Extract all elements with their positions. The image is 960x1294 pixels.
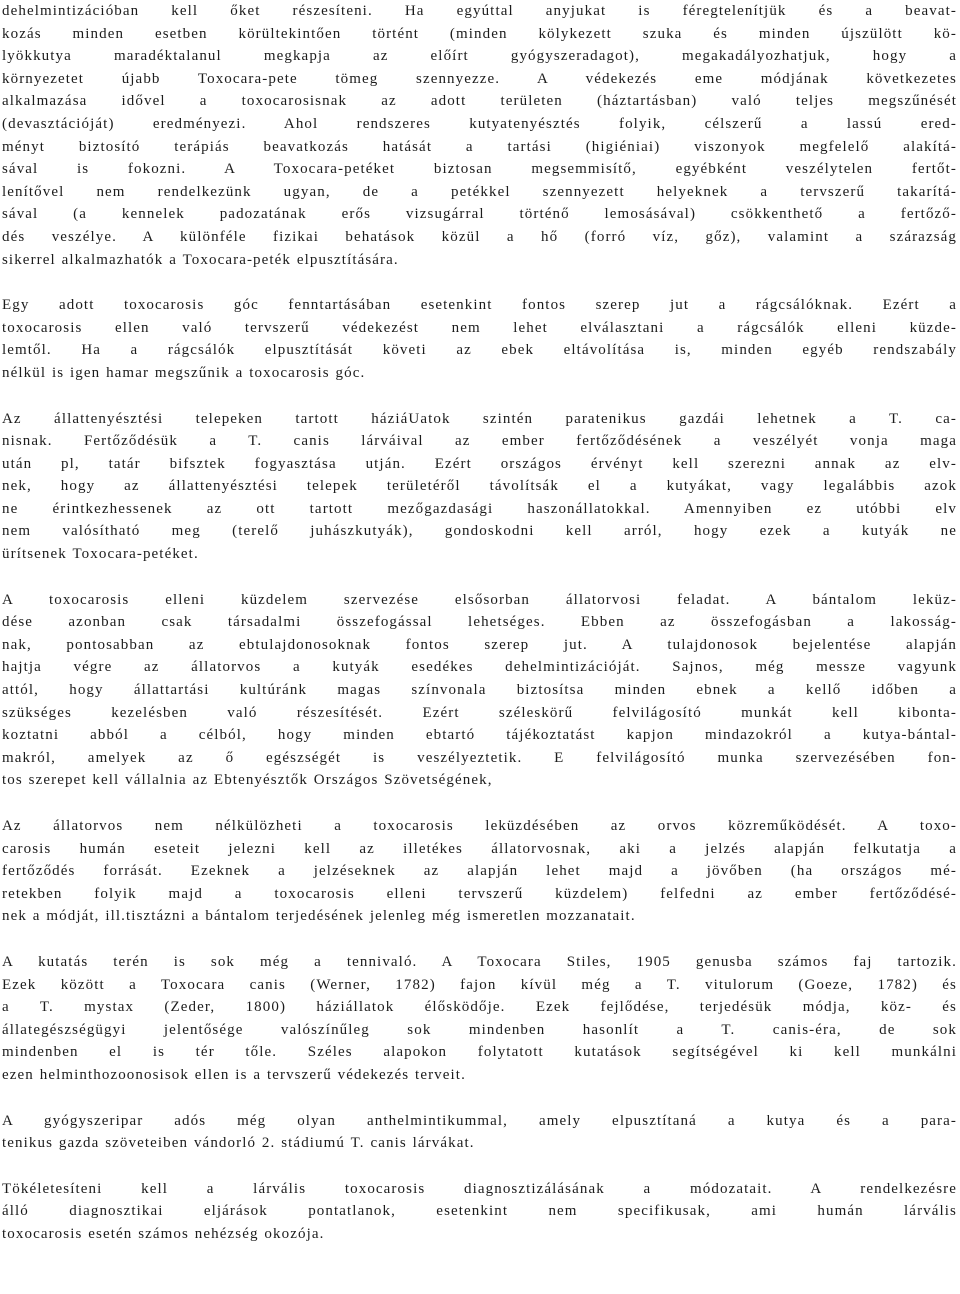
text-line: Egy adott toxocarosis góc fenntartásában esetenkint fontos szerep jut a rágcsálóknak. Ezért a [2, 297, 957, 314]
text-line: ezen helminthozoonosisok ellen is a tervszerű védekezés terveit. [2, 1066, 466, 1083]
text-line: nisnak. Fertőződésük a T. canis lárváival az ember fertőződésének a veszélyét vonja maga [2, 433, 957, 450]
text-line: carosis humán eseteit jelezni kell az illetékes állatorvosnak, aki a jelzés alapján felkutatja a [2, 840, 957, 857]
text-line: ményt biztosító terápiás beavatkozás hatását a tartási (higiéniai) viszonyok megfelelő alakítá- [2, 138, 957, 155]
paragraph-6 [2, 951, 957, 1087]
text-line: toxocarosis ellen való tervszerű védekezést nem lehet elválasztani a rágcsálók elleni küzde- [2, 319, 957, 336]
text-line: álló diagnosztikai eljárások pontatlanok, esetenkint nem specifikusak, ami humán lárvális [2, 1203, 957, 1220]
text-line: mindenben el is tér tőle. Széles alapokon folytatott kutatások segítségével ki kell munkálni [2, 1044, 957, 1061]
text-line: kozás minden esetben körültekintően történt (minden kölykezett szuka és minden újszülött kö- [2, 25, 957, 42]
text-line: nélkül is igen hamar megszűnik a toxocarosis góc. [2, 364, 366, 381]
text-line: ürítsenek Toxocara-petéket. [2, 546, 199, 563]
document-body [2, 0, 957, 1246]
text-line: koztatni abból a célból, hogy minden ebtartó tájékoztatást kapjon mindazokról a kutya-bántal- [2, 727, 957, 744]
paragraph-spacer [2, 566, 957, 589]
text-line: nak, pontosabban az ebtulajdonosoknak fontos szerep jut. A tulajdonosok bejelentése alapján [2, 636, 957, 653]
paragraph-1 [2, 0, 957, 271]
paragraph-5 [2, 815, 957, 928]
text-line: dése azonban csak társadalmi összefogással lehetséges. Ebben az összefogásban a lakosság- [2, 614, 957, 631]
text-line: A toxocarosis elleni küzdelem szervezése elsősorban állatorvosi feladat. A bántalom leküz- [2, 591, 957, 608]
text-line: nek, hogy az állattenyésztési telepek területéről távolítsák el a kutyákat, vagy legalábbis azok [2, 478, 957, 495]
text-line: állategészségügyi jelentősége valószínűleg sok mindenben hasonlít a T. canis-éra, de sok [2, 1021, 957, 1038]
text-line: után pl, tatár bifsztek fogyasztása utján. Ezért országos érvényt kell szerezni annak az elv- [2, 455, 957, 472]
paragraph-spacer [2, 1155, 957, 1178]
text-line: nek a módját, ill.tisztázni a bántalom terjedésének jelenleg még ismeretlen mozzanatait. [2, 908, 636, 925]
text-line: Az állattenyésztési telepeken tartott háziáUatok szintén paratenikus gazdái lehetnek a T. ca- [2, 410, 957, 427]
text-line: dés veszélye. A különféle fizikai behatások közül a hő (forró víz, gőz), valamint a szárazság [2, 228, 957, 245]
text-line: A kutatás terén is sok még a tennivaló. A Toxocara Stiles, 1905 genusba számos faj tartozik. [2, 953, 957, 970]
text-line: sával (a kennelek padozatának erős vizsugárral történő lemosásával) csökkenthető a fertőző- [2, 206, 957, 223]
text-line: tos szerepet kell vállalnia az Ebtenyésztők Országos Szövetségének, [2, 772, 493, 789]
paragraph-spacer [2, 271, 957, 294]
paragraph-2 [2, 294, 957, 384]
text-line: attól, hogy állattartási kultúránk magas színvonala biztosítsa minden ebnek a kellő időben a [2, 682, 957, 699]
text-line: Ezek között a Toxocara canis (Werner, 1782) fajon kívül még a T. vitulorum (Goeze, 1782) és [2, 976, 957, 993]
text-line: lenítővel nem rendelkezünk ugyan, de a petékkel szennyezett helyeknek a tervszerű takarítá- [2, 183, 957, 200]
text-line: tenikus gazda szöveteiben vándorló 2. stádiumú T. canis lárvákat. [2, 1135, 475, 1152]
text-line: nem valósítható meg (terelő juhászkutyák), gondoskodni kell arról, hogy ezek a kutyák ne [2, 523, 957, 540]
text-line: lemtől. Ha a rágcsálók elpusztítását követi az ebek eltávolítása is, minden egyéb rendszabály [2, 342, 957, 359]
text-line: hajtja végre az állatorvos a kutyák esedékes dehelmintizációját. Sajnos, még messze vagyunk [2, 659, 957, 676]
paragraph-spacer [2, 792, 957, 815]
paragraph-3 [2, 408, 957, 566]
text-line: fertőződés forrását. Ezeknek a jelzéseknek az alapján lehet majd a jövőben (ha országos mé- [2, 863, 957, 880]
text-line: környezetet újabb Toxocara-pete tömeg szennyezze. A védekezés eme módjának következetes [2, 70, 957, 87]
text-line: A gyógyszeripar adós még olyan anthelmintikummal, amely elpusztítaná a kutya és a para- [2, 1112, 957, 1129]
text-line: Tökéletesíteni kell a lárvális toxocarosis diagnosztizálásának a módozatait. A rendelkezésre [2, 1180, 957, 1197]
text-line: toxocarosis esetén számos nehézség okozója. [2, 1225, 325, 1242]
text-line: a T. mystax (Zeder, 1800) háziállatok élősködője. Ezek fejlődése, terjedésük módja, köz- és [2, 999, 957, 1016]
text-line: szükséges kezelésben való részesítését. Ezért széleskörű felvilágosító munkát kell kibonta- [2, 704, 957, 721]
paragraph-7 [2, 1110, 957, 1155]
paragraph-4 [2, 589, 957, 792]
text-line: (devasztációját) eredményezi. Ahol rendszeres kutyatenyésztés folyik, célszerű a lassú ered- [2, 115, 957, 132]
text-line: retekben folyik majd a toxocarosis elleni tervszerű küzdelem) felfedni az ember fertőződésé- [2, 885, 957, 902]
paragraph-spacer [2, 1087, 957, 1110]
text-line: lyökkutya maradéktalanul megkapja az előírt gyógyszeradagot), megakadályozhatjuk, hogy a [2, 48, 957, 65]
text-line: dehelmintizációban kell őket részesíteni. Ha egyúttal anyjukat is féregtelenítjük és a beavat- [2, 3, 957, 19]
paragraph-spacer [2, 928, 957, 951]
paragraph-spacer [2, 385, 957, 408]
paragraph-8 [2, 1178, 957, 1246]
text-line: Az állatorvos nem nélkülözheti a toxocarosis leküzdésében az orvos közreműködését. A toxo- [2, 818, 957, 834]
text-line: ne érintkezhessenek az ott tartott mezőgazdasági haszonállatokkal. Amennyiben ez utóbbi elv [2, 500, 957, 517]
text-line: alkalmazása idővel a toxocarosisnak az adott területen (háztartásban) való teljes megszűnését [2, 93, 957, 110]
text-line: sával is fokozni. A Toxocara-petéket biztosan megsemmisítő, egyébként veszélytelen fertőt- [2, 161, 957, 178]
text-line: makról, amelyek az ő egészségét is veszélyeztetik. E felvilágosító munka szervezésében fon- [2, 749, 957, 766]
text-line: sikerrel alkalmazhatók a Toxocara-peték elpusztítására. [2, 251, 399, 268]
